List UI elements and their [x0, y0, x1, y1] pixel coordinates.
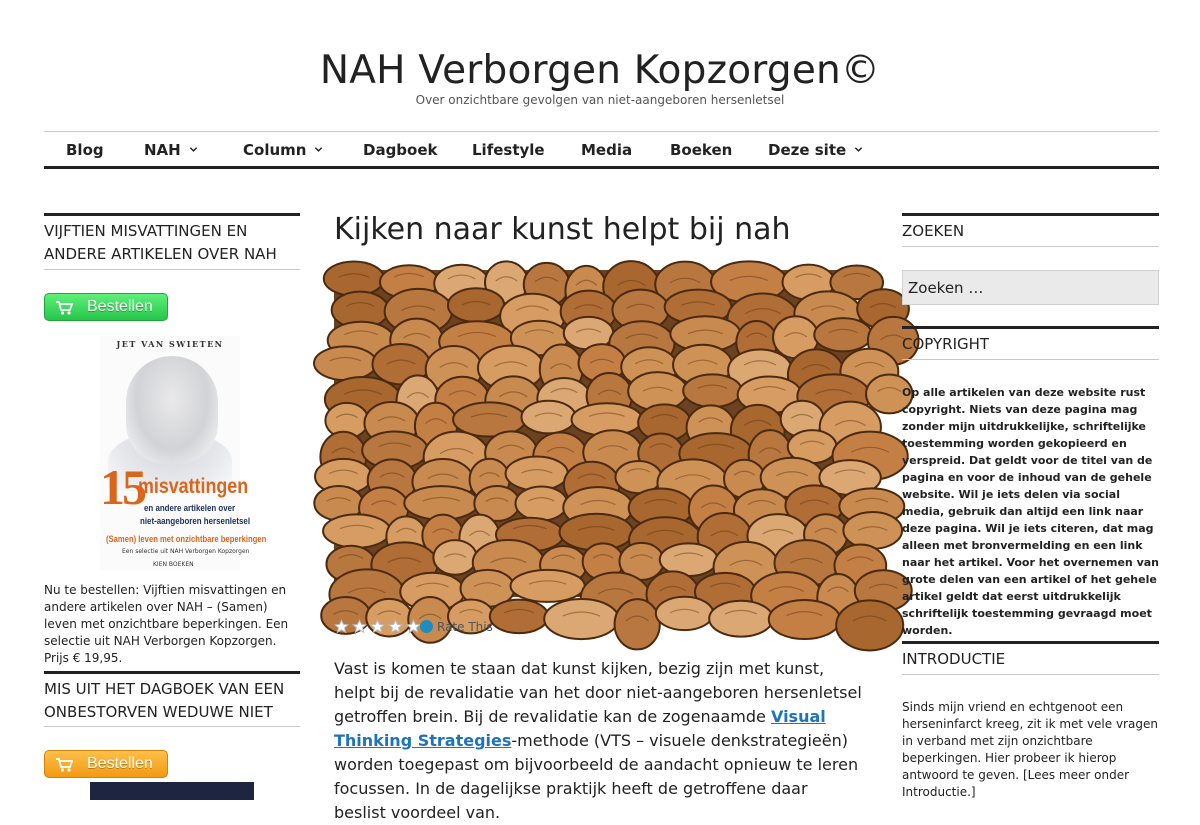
star-icon[interactable]: [334, 619, 349, 634]
nav-item-nah[interactable]: [144, 141, 198, 159]
search-input[interactable]: Zoeken …: [902, 270, 1159, 305]
widget-top-rule: [902, 326, 1159, 329]
widget-title-introductie: INTRODUCTIE: [902, 650, 1006, 668]
chevron-down-icon: [189, 145, 198, 154]
post-title[interactable]: Kijken naar kunst helpt bij nah: [334, 212, 791, 247]
order-button-misvattingen[interactable]: [44, 293, 168, 321]
star-icon[interactable]: [370, 619, 385, 634]
nav-item-label: Column: [243, 141, 307, 159]
rate-this-label[interactable]: Rate This: [437, 620, 493, 634]
chevron-down-icon: [854, 145, 863, 154]
nav-item-blog[interactable]: [66, 141, 104, 159]
nav-item-label: Deze site: [768, 141, 847, 159]
vts-link[interactable]: Visual Thinking Strategies: [334, 707, 826, 750]
widget-top-rule: [902, 213, 1159, 216]
widget-title-misvattingen: VIJFTIEN MISVATTINGEN EN ANDERE ARTIKELEN OVER NAH: [44, 222, 277, 263]
nav-item-label: Media: [581, 141, 633, 159]
star-icon[interactable]: [406, 619, 421, 634]
shopping-cart-icon: [55, 300, 75, 316]
book-title-word: misvattingen: [138, 475, 249, 498]
book-cover-dagboek[interactable]: [90, 782, 254, 800]
book-subtitle-3: (Samen) leven met onzichtbare beperkingen: [106, 534, 267, 544]
woodpile-illustration: [334, 270, 855, 597]
post-text-2: -methode (VTS – visuele denkstrategieën) worden toegepast om bijvoorbeeld de aandacht opnieuw te leren focussen. In de dagelijkse praktijk heeft de getroffene daar beslist voordeel van.: [334, 731, 859, 822]
site-description: Over onzichtbare gevolgen van niet-aangeboren hersenletsel: [415, 93, 785, 107]
widget-top-rule: [902, 641, 1159, 644]
order-button-dagboek[interactable]: [44, 750, 168, 778]
post-body: [334, 657, 864, 825]
post-text-1: Vast is komen te staan dat kunst kijken, bezig zijn met kunst, helpt bij de revalidatie van het door niet-aangeboren hersenletsel getroffen brein. Bij de revalidatie kan de zogenaamde: [334, 659, 862, 726]
book-cover-misvattingen[interactable]: [100, 336, 267, 570]
nav-item-dagboek[interactable]: [363, 141, 438, 159]
book-publisher: KIEN BOEKEN: [153, 561, 194, 568]
chevron-down-icon: [314, 145, 323, 154]
nav-item-boeken[interactable]: [670, 141, 732, 159]
nav-item-label: Boeken: [670, 141, 733, 159]
nav-item-label: Lifestyle: [472, 141, 545, 159]
nav-item-column[interactable]: [243, 141, 323, 159]
order-button-label: Bestellen: [87, 298, 153, 315]
copyright-text: Op alle artikelen van deze website rust copyright. Niets van deze pagina mag zonder mijn uitdrukkelijke, schriftelijke toestemming worden gekopieerd en verspreid. Dat geldt voor de titel van de pagina en voor de inhoud van de gehele website. Wil je iets delen via social media, gebruik dan altijd een link naar deze pagina. Wil je iets citeren, dat mag alleen met bronvermelding en een link naar het artikel. Voor het overnemen van grote delen van een artikel of het gehele artikel geldt dat eerst uitdrukkelijk schriftelijk toestemming gevraagd moet worden.: [902, 386, 1160, 637]
widget-title-underline: [44, 269, 300, 270]
nav-item-label: Dagboek: [363, 141, 438, 159]
book-author: JET VAN SWIETEN: [116, 339, 224, 349]
book-subtitle-2: niet-aangeboren hersenletsel: [140, 516, 251, 526]
book-description: Nu te bestellen: Vijftien misvattingen en andere artikelen over NAH – (Samen) leven met onzichtbare beperkingen. Een selectie uit NAH Verborgen Kopzorgen. Prijs € 19,95.: [44, 583, 289, 665]
book-subtitle-1: en andere artikelen over: [144, 503, 236, 513]
book-cover-photo-face: [126, 356, 218, 464]
info-icon[interactable]: [420, 620, 433, 633]
widget-title-underline: [44, 726, 300, 727]
widget-title-underline: [902, 246, 1159, 247]
nav-item-label: Blog: [66, 141, 104, 159]
introductie-text: Sinds mijn vriend en echtgenoot een herseninfarct kreeg, zit ik met vele vragen in verband met zijn onzichtbare beperkingen. Hier probeer ik hierop antwoord te geven. [Lees meer onder Introductie.]: [902, 700, 1158, 799]
widget-title-underline: [902, 674, 1159, 675]
site-title[interactable]: NAH Verborgen Kopzorgen©: [319, 48, 881, 93]
star-rating[interactable]: [334, 619, 424, 635]
nav-item-label: NAH: [144, 141, 181, 159]
widget-title-underline: [902, 359, 1159, 360]
nav-item-media[interactable]: [581, 141, 632, 159]
nav-item-lifestyle[interactable]: [472, 141, 545, 159]
shopping-cart-icon: [55, 757, 75, 773]
widget-title-dagboek: MIS UIT HET DAGBOEK VAN EEN ONBESTORVEN WEDUWE NIET: [44, 680, 285, 721]
widget-title-zoeken: ZOEKEN: [902, 222, 965, 240]
order-button-label: Bestellen: [87, 755, 153, 772]
widget-top-rule: [44, 213, 300, 216]
book-number: 15: [100, 459, 144, 515]
widget-top-rule: [44, 671, 300, 674]
book-subtitle-4: Een selectie uit NAH Verborgen Kopzorgen: [122, 548, 250, 555]
nav-item-deze-site[interactable]: [768, 141, 863, 159]
star-icon[interactable]: [352, 619, 367, 634]
star-icon[interactable]: [388, 619, 403, 634]
widget-title-copyright: COPYRIGHT: [902, 335, 990, 353]
main-navigation: [44, 131, 1159, 169]
post-featured-image-woodpile: [334, 270, 855, 597]
